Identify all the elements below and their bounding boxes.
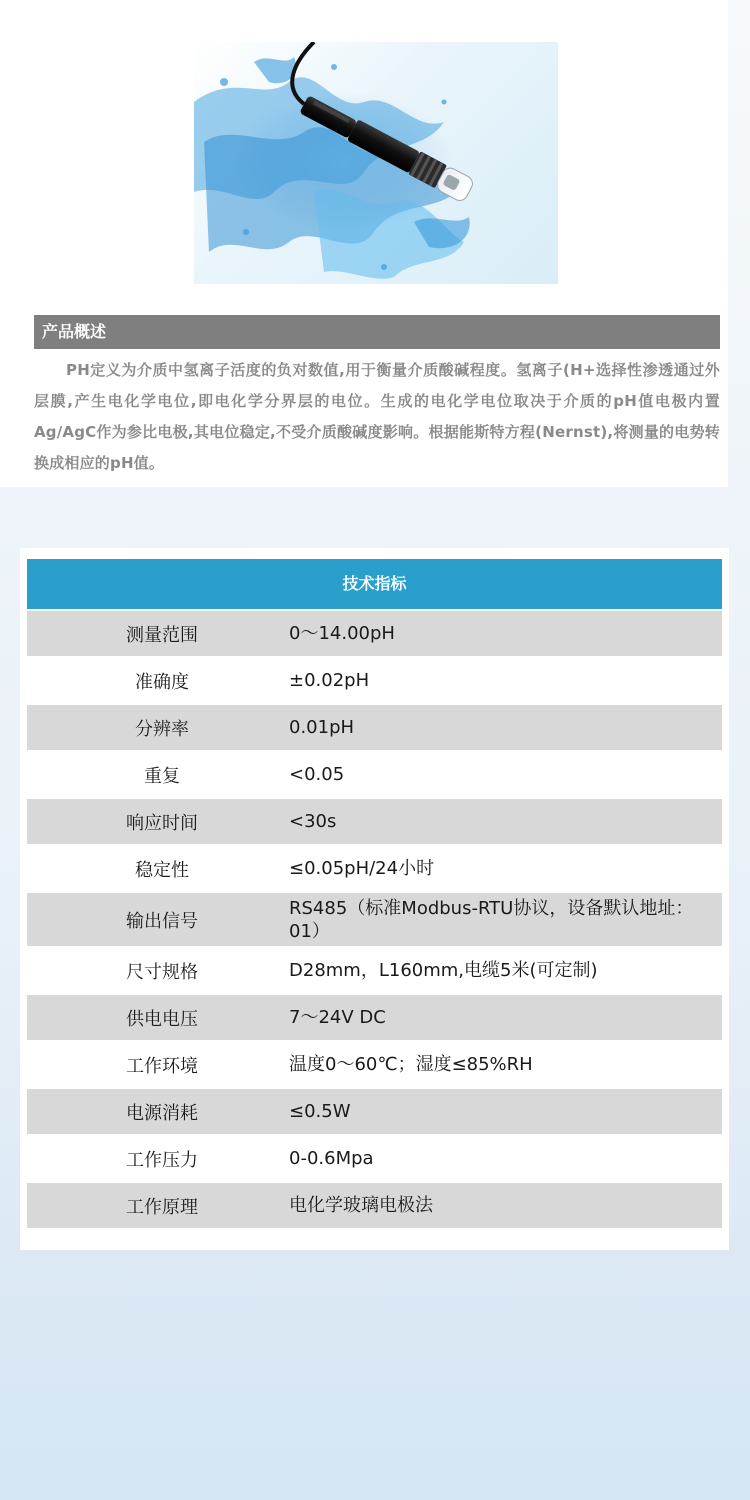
spec-row-measure-range — [27, 611, 722, 656]
spec-value: <0.05 — [289, 764, 345, 785]
spec-row-stability — [27, 846, 722, 891]
spec-label: 工作环境 — [126, 1055, 198, 1077]
spec-row-resolution — [27, 705, 722, 750]
spec-value: ≤0.05pH/24小时 — [289, 858, 435, 879]
spec-table-title: 技术指标 — [27, 559, 722, 609]
overview-paragraph: PH定义为介质中氢离子活度的负对数值,用于衡量介质酸碱程度。氢离子(H+选择性渗透通过外层膜,产生电化学电位,即电化学分界层的电位。生成的电化学电位取决于介质的pH值电极内置Ag/AgC作为参比电极,其电位稳定,不受介质酸碱度影响。根据能斯特方程(Nernst),将测量的电势转换成相应的pH值。 — [34, 361, 720, 472]
spec-value: ±0.02pH — [289, 670, 370, 691]
ph-electrode-illustration — [194, 42, 558, 284]
spec-row-accuracy — [27, 658, 722, 703]
spec-row-dimensions — [27, 948, 722, 993]
spec-row-supply-voltage — [27, 995, 722, 1040]
spec-label: 响应时间 — [126, 812, 198, 834]
spec-value: <30s — [289, 811, 337, 832]
spec-value: 7～24V DC — [289, 1007, 386, 1028]
spec-row-response-time — [27, 799, 722, 844]
spec-label: 测量范围 — [126, 624, 198, 646]
spec-label: 输出信号 — [126, 910, 198, 932]
overview-section-header: 产品概述 — [34, 315, 720, 349]
product-intro-panel — [0, 0, 728, 487]
spec-value: 温度0～60℃；湿度≤85%RH — [289, 1054, 533, 1075]
spec-row-working-pressure — [27, 1136, 722, 1181]
spec-label: 工作原理 — [126, 1196, 198, 1218]
spec-label: 供电电压 — [126, 1008, 198, 1030]
spec-label: 分辨率 — [135, 718, 189, 740]
spec-value: ≤0.5W — [289, 1101, 351, 1122]
spec-label: 稳定性 — [135, 859, 189, 881]
spec-value: 0-0.6Mpa — [289, 1148, 374, 1169]
spec-value: 0～14.00pH — [289, 623, 395, 644]
spec-table — [27, 559, 722, 1228]
spec-value: 电化学玻璃电极法 — [289, 1195, 433, 1216]
spec-row-power-consumption — [27, 1089, 722, 1134]
spec-row-output-signal — [27, 893, 722, 946]
spec-row-working-principle — [27, 1183, 722, 1228]
spec-value: 0.01pH — [289, 717, 355, 738]
spec-label: 工作压力 — [126, 1149, 198, 1171]
spec-value: RS485（标准Modbus-RTU协议，设备默认地址：01） — [289, 897, 694, 942]
spec-row-environment — [27, 1042, 722, 1087]
ph-electrode-product-image — [194, 42, 558, 284]
spec-row-repeatability — [27, 752, 722, 797]
spec-label: 重复 — [144, 765, 180, 787]
spec-label: 电源消耗 — [126, 1102, 198, 1124]
spec-label: 准确度 — [135, 671, 189, 693]
spec-label: 尺寸规格 — [126, 961, 198, 983]
spec-value: D28mm，L160mm,电缆5米(可定制) — [289, 960, 598, 981]
